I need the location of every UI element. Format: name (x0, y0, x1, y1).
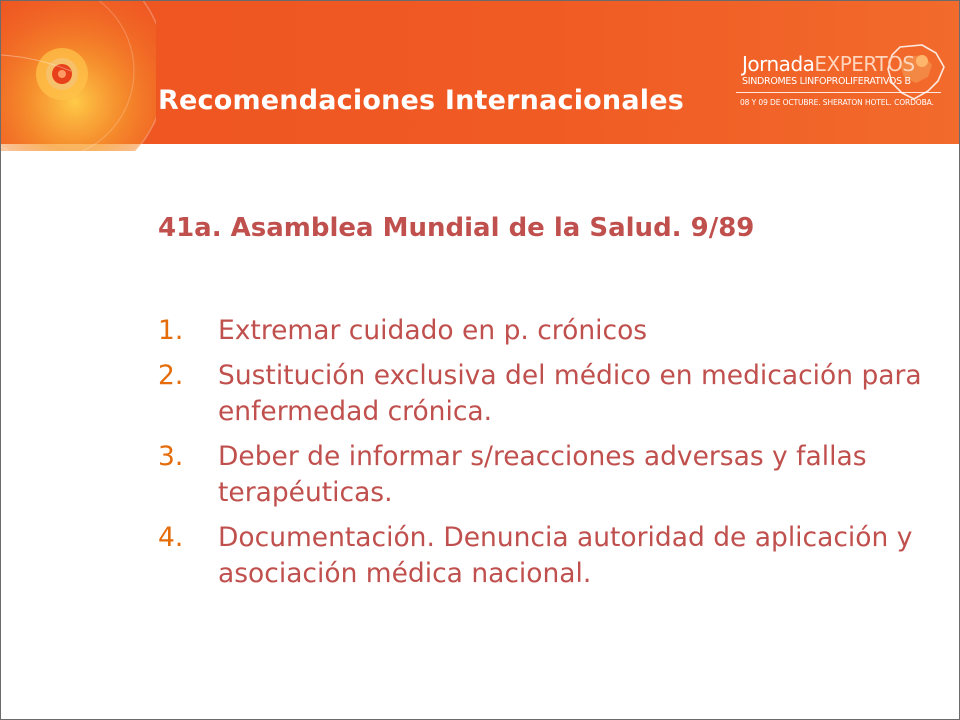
list-item-text: Sustitución exclusiva del médico en medicación para enfermedad crónica. (218, 360, 922, 427)
slide-title: Recomendaciones Internacionales (158, 85, 685, 116)
list-item-number: 2. (158, 360, 184, 391)
list-item (158, 358, 958, 430)
logo-divider (736, 92, 941, 93)
slide-subtitle: 41a. Asamblea Mundial de la Salud. 9/89 (158, 213, 755, 243)
list-item-number: 3. (158, 441, 184, 472)
orb-decoration-icon (0, 0, 156, 151)
list-item (158, 313, 958, 349)
event-logo (736, 41, 951, 121)
list-item-text: Deber de informar s/reacciones adversas y fallas terapéuticas. (218, 441, 867, 508)
logo-subtitle: SINDROMES LINFOPROLIFERATIVOS B (742, 76, 911, 87)
list-item (158, 439, 958, 511)
logo-date: 08 Y 09 DE OCTUBRE. SHERATON HOTEL. CORDOBA. (740, 98, 934, 107)
logo-word-expertos: EXPERTOS (814, 52, 915, 76)
header-band (1, 1, 959, 144)
logo-word-jornada: Jornada (742, 52, 815, 76)
list-item-text: Extremar cuidado en p. crónicos (218, 315, 648, 346)
logo-title (742, 54, 915, 74)
list-item (158, 520, 958, 592)
recommendations-list (158, 313, 958, 601)
list-item-number: 4. (158, 522, 184, 553)
list-item-number: 1. (158, 315, 184, 346)
list-item-text: Documentación. Denuncia autoridad de aplicación y asociación médica nacional. (218, 522, 913, 589)
